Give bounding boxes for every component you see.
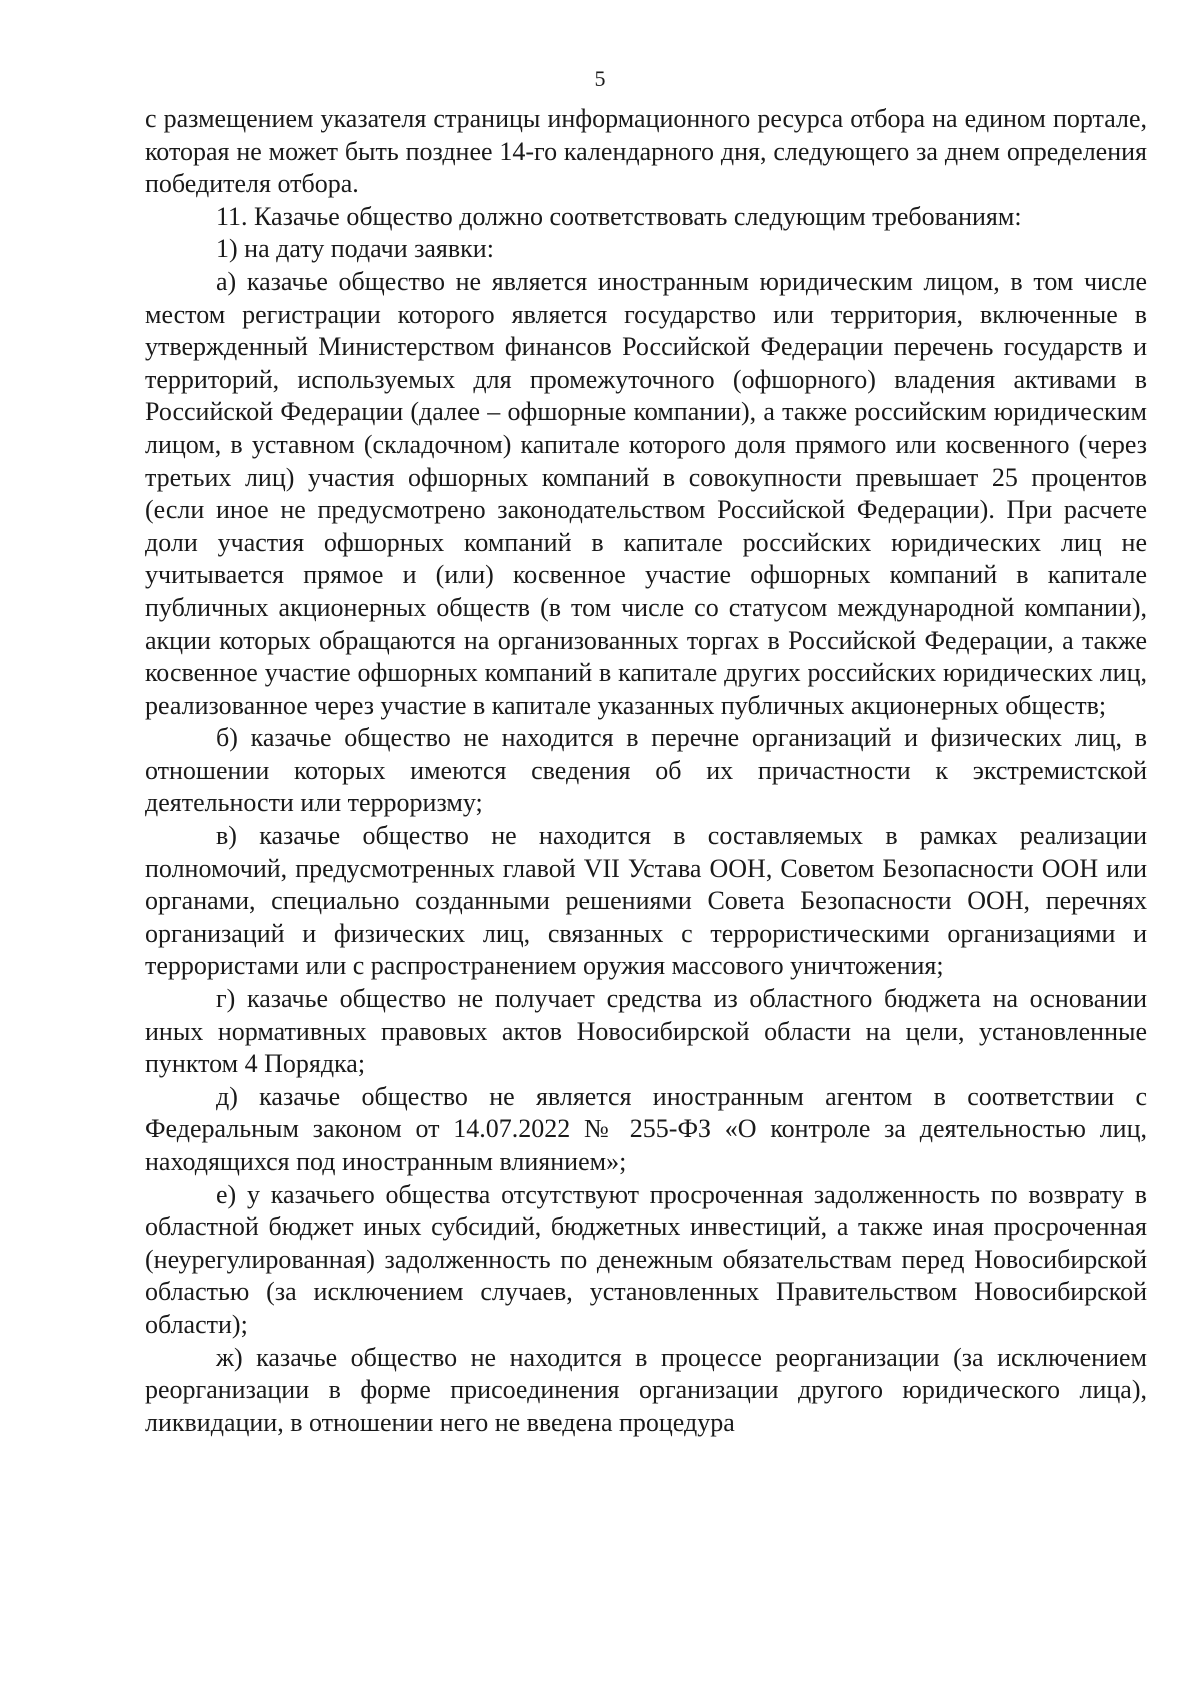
paragraph-subitem-1: 1) на дату подачи заявки: [216, 234, 494, 264]
paragraph-subitem-g: г) казачье общество не получает средства из областного бюджета на основании иных нормативных правовых актов Новосибирской области на цели, установленные пунктом 4 Порядка; [145, 984, 1147, 1079]
paragraph-subitem-a: а) казачье общество не является иностранным юридическим лицом, в том числе местом регистрации которого является государство или территория, включенные в утвержденный Министерством финансов Российской Федерации перечень государств и территорий, используемых для промежуточного (офшорного) владения активами в Российской Федерации (далее – офшорные компании), а также российским юридическим лицом, в уставном (складочном) капитале которого доля прямого или косвенного (через третьих лиц) участия офшорных компаний в совокупности превышает 25 процентов (если иное не предусмотрено законодательством Российской Федерации). При расчете доли участия офшорных компаний в капитале российских юридических лиц не учитывается прямое и (или) косвенное участие офшорных компаний в капитале публичных акционерных обществ (в том числе со статусом международной компании), акции которых обращаются на организованных торгах в Российской Федерации, а также косвенное участие офшорных компаний в капитале других российских юридических лиц, реализованное через участие в капитале указанных публичных акционерных обществ; [145, 266, 1147, 720]
paragraph-subitem-v: в) казачье общество не находится в составляемых в рамках реализации полномочий, предусмотренных главой VII Устава ООН, Советом Безопасности ООН или органами, специально созданными решениями Совета Безопасности ООН, перечнях организаций и физических лиц, связанных с террористическими организациями и террористами или с распространением оружия массового уничтожения; [145, 821, 1147, 981]
paragraph-subitem-d: д) казачье общество не является иностранным агентом в соответствии с Федеральным законом от 14.07.2022 № 255-ФЗ «О контроле за деятельностью лиц, находящихся под иностранным влиянием»; [145, 1081, 1147, 1176]
paragraph-subitem-b: б) казачье общество не находится в перечне организаций и физических лиц, в отношении которых имеются сведения об их причастности к экстремистской деятельности или терроризму; [145, 723, 1147, 818]
paragraph-subitem-e: е) у казачьего общества отсутствуют просроченная задолженность по возврату в областной бюджет иных субсидий, бюджетных инвестиций, а также иная просроченная (неурегулированная) задолженность по денежным обязательствам перед Новосибирской областью (за исключением случаев, установленных Правительством Новосибирской области); [145, 1179, 1147, 1339]
paragraph-intro-continuation: с размещением указателя страницы информационного ресурса отбора на едином портале, которая не может быть позднее 14-го календарного дня, следующего за днем определения победителя отбора. [145, 104, 1147, 199]
paragraph-item-11: 11. Казачье общество должно соответствовать следующим требованиям: [216, 201, 1022, 231]
page-number: 5 [594, 66, 606, 91]
paragraph-subitem-zh: ж) казачье общество не находится в процессе реорганизации (за исключением реорганизации в форме присоединения организации другого юридического лица), ликвидации, в отношении него не введена процедура [145, 1342, 1147, 1437]
document-body [145, 103, 1147, 1439]
